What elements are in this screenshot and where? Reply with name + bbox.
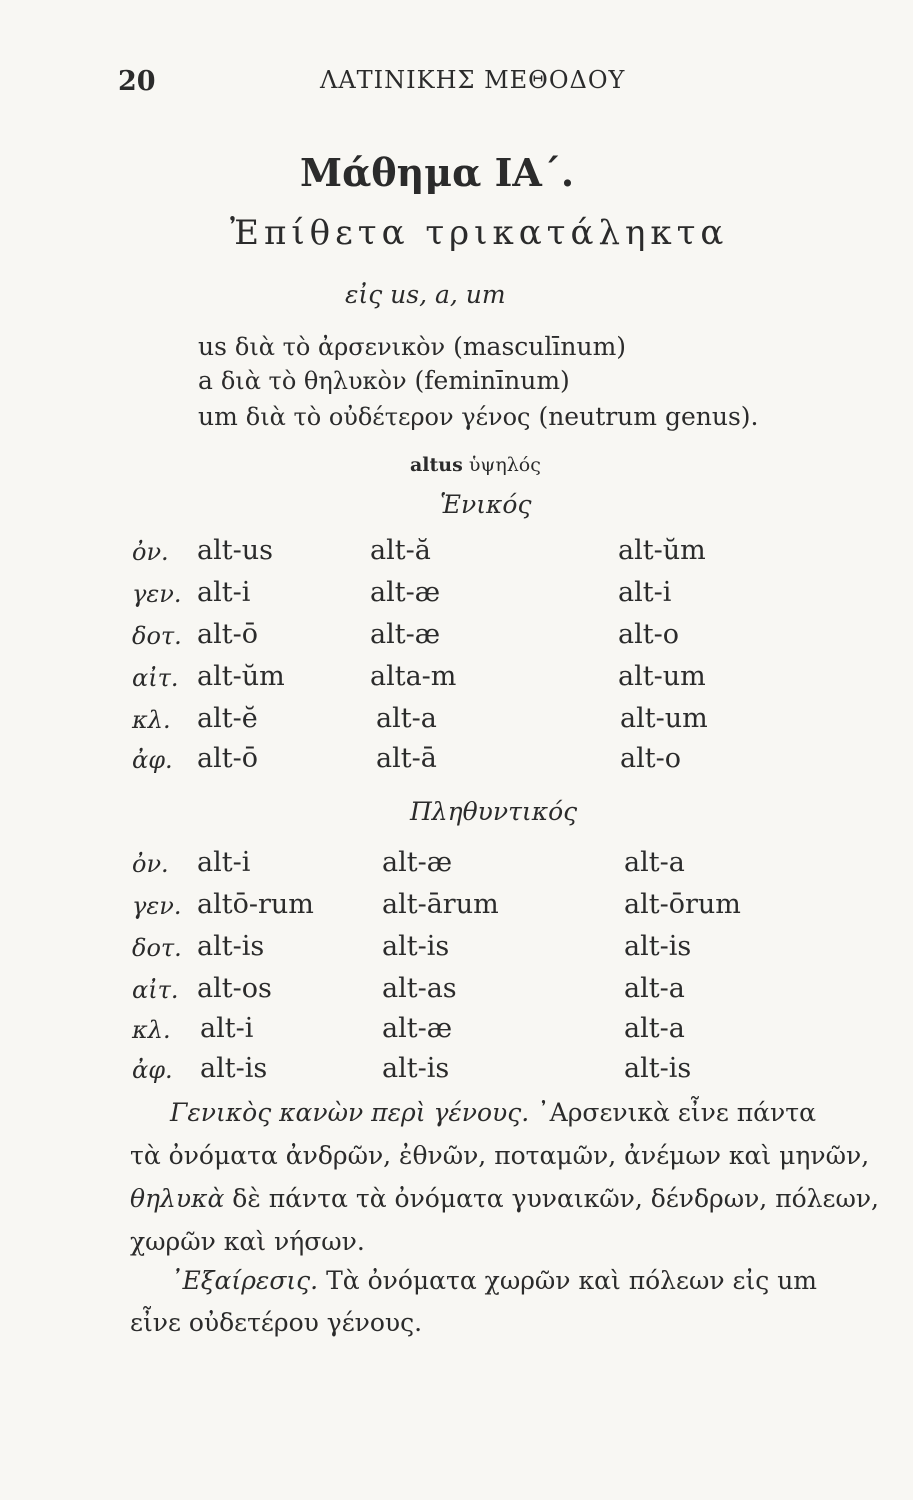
case-label: ἀφ. bbox=[132, 746, 173, 774]
masculine-form: alt-i bbox=[197, 847, 251, 878]
greek-gloss: διὰ τὸ ἀρσενικὸν bbox=[234, 333, 446, 361]
case-label: αἰτ. bbox=[132, 976, 179, 1004]
feminine-form: alt-æ bbox=[370, 619, 441, 650]
plural-heading: Πληθυντικός bbox=[410, 797, 578, 826]
endings-line: εἰς us, a, um bbox=[345, 280, 506, 309]
feminine-form: alt-ă bbox=[370, 535, 431, 566]
masculine-form: altō-rum bbox=[197, 889, 314, 920]
masculine-form: alt-us bbox=[197, 535, 273, 566]
case-label: κλ. bbox=[132, 706, 171, 734]
greek-gloss: διὰ τὸ οὐδέτερον γένος bbox=[245, 403, 531, 431]
feminine-form: alt-a bbox=[376, 703, 437, 734]
latin-gloss: (masculīnum) bbox=[453, 332, 627, 361]
neuter-form: alt-is bbox=[624, 931, 692, 962]
rule-emphasis: θηλυκὰ bbox=[130, 1184, 225, 1213]
text-line bbox=[170, 1100, 816, 1125]
example-word bbox=[410, 454, 541, 476]
latin-gloss: (feminīnum) bbox=[414, 366, 570, 395]
suffix: um bbox=[198, 402, 238, 431]
running-title: ΛΑΤΙΝΙΚΗΣ ΜΕΘΟΔΟΥ bbox=[320, 66, 626, 94]
neuter-form: alt-ōrum bbox=[624, 889, 741, 920]
neuter-form: alt-um bbox=[620, 703, 708, 734]
case-label: αἰτ. bbox=[132, 664, 179, 692]
page-number: 20 bbox=[118, 66, 156, 97]
case-label: γεν. bbox=[132, 892, 182, 920]
example-greek: ὑψηλός bbox=[468, 454, 541, 476]
case-label: ὀν. bbox=[132, 850, 169, 878]
case-label: ὀν. bbox=[132, 538, 169, 566]
rule-text: δὲ πάντα τὰ ὀνόματα γυναικῶν, δένδρων, πόλεων, bbox=[224, 1184, 879, 1213]
masculine-form: alt-i bbox=[200, 1013, 254, 1044]
feminine-form: alt-æ bbox=[382, 847, 453, 878]
feminine-form: alt-ā bbox=[376, 743, 437, 774]
neuter-form: alt-i bbox=[618, 577, 672, 608]
masculine-form: alt-ō bbox=[197, 619, 258, 650]
masculine-form: alt-ŭm bbox=[197, 661, 285, 692]
neuter-form: alt-ŭm bbox=[618, 535, 706, 566]
definition-line bbox=[198, 402, 758, 431]
neuter-form: alt-is bbox=[624, 1053, 692, 1084]
example-latin: altus bbox=[410, 454, 463, 476]
greek-gloss: διὰ τὸ θηλυκὸν bbox=[220, 367, 407, 395]
rule-text: τὰ ὀνόματα ἀνδρῶν, ἐθνῶν, ποταμῶν, ἀνέμων καὶ μηνῶν, bbox=[130, 1141, 870, 1170]
neuter-form: alt-a bbox=[624, 1013, 685, 1044]
feminine-form: alt-æ bbox=[370, 577, 441, 608]
singular-heading: Ἑνικός bbox=[440, 490, 532, 519]
definition-line bbox=[198, 366, 570, 395]
masculine-form: alt-is bbox=[200, 1053, 268, 1084]
masculine-form: alt-i bbox=[197, 577, 251, 608]
feminine-form: alt-as bbox=[382, 973, 457, 1004]
feminine-form: alta-m bbox=[370, 661, 457, 692]
exception-label: ᾽Εξαίρεσις. bbox=[170, 1266, 319, 1295]
masculine-form: alt-ĕ bbox=[197, 703, 258, 734]
lesson-title: Μάθημα ΙΑ΄. bbox=[300, 150, 575, 195]
latin-gloss: (neutrum genus). bbox=[538, 402, 759, 431]
rule-label: Γενικὸς κανὼν περὶ γένους. bbox=[170, 1098, 530, 1127]
text-line bbox=[170, 1268, 817, 1293]
feminine-form: alt-ārum bbox=[382, 889, 499, 920]
masculine-form: alt-ō bbox=[197, 743, 258, 774]
case-label: κλ. bbox=[132, 1016, 171, 1044]
suffix: us bbox=[198, 332, 227, 361]
suffix: a bbox=[198, 366, 213, 395]
neuter-form: alt-a bbox=[624, 847, 685, 878]
exception-text: Τὰ ὀνόματα χωρῶν καὶ πόλεων εἰς um bbox=[318, 1266, 818, 1295]
text-line bbox=[130, 1143, 869, 1168]
case-label: δοτ. bbox=[132, 622, 182, 650]
text-line bbox=[130, 1229, 365, 1254]
neuter-form: alt-o bbox=[620, 743, 681, 774]
rule-text: ᾽Αρσενικὰ εἶνε πάντα bbox=[529, 1098, 816, 1127]
case-label: ἀφ. bbox=[132, 1056, 173, 1084]
feminine-form: alt-is bbox=[382, 931, 450, 962]
rule-text: χωρῶν καὶ νήσων. bbox=[130, 1227, 365, 1256]
subtitle: Ἐπίθετα τρικατάληκτα bbox=[230, 213, 729, 253]
text-line bbox=[130, 1310, 422, 1335]
feminine-form: alt-æ bbox=[382, 1013, 453, 1044]
neuter-form: alt-o bbox=[618, 619, 679, 650]
neuter-form: alt-a bbox=[624, 973, 685, 1004]
masculine-form: alt-is bbox=[197, 931, 265, 962]
neuter-form: alt-um bbox=[618, 661, 706, 692]
definition-line bbox=[198, 332, 626, 361]
feminine-form: alt-is bbox=[382, 1053, 450, 1084]
masculine-form: alt-os bbox=[197, 973, 272, 1004]
exception-text: εἶνε οὐδετέρου γένους. bbox=[130, 1308, 423, 1337]
case-label: γεν. bbox=[132, 580, 182, 608]
case-label: δοτ. bbox=[132, 934, 182, 962]
text-line bbox=[130, 1186, 879, 1211]
